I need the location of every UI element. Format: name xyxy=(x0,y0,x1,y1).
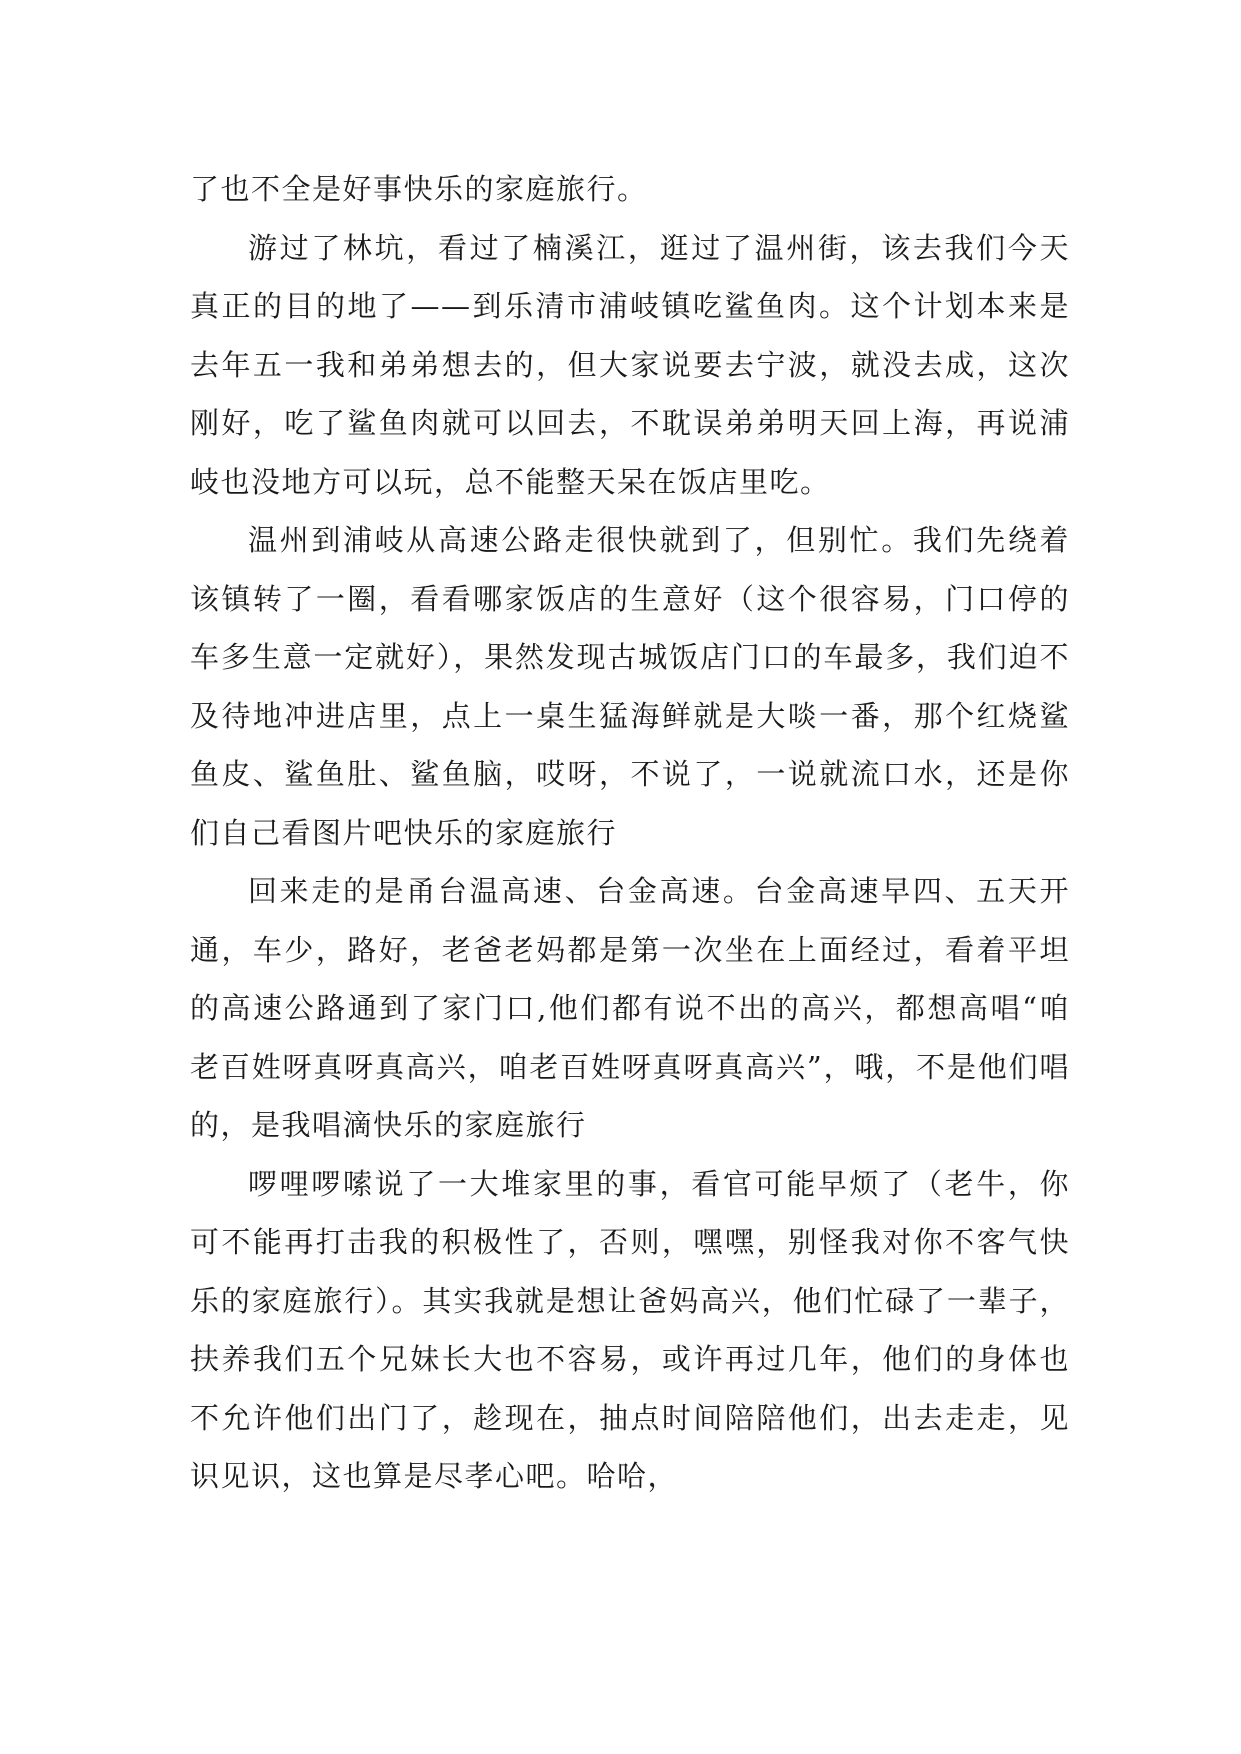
paragraph-highway-return: 回来走的是甬台温高速、台金高速。台金高速早四、五天开通，车少，路好，老爸老妈都是第一次坐在上面经过，看着平坦的高速公路通到了家门口,他们都有说不出的高兴，都想高唱“咱老百姓呀真呀真高兴，咱老百姓呀真呀真高兴”，哦，不是他们唱的，是我唱滴快乐的家庭旅行 xyxy=(190,874,1070,1142)
paragraph-reflection: 啰哩啰嗦说了一大堆家里的事，看官可能早烦了（老牛，你可不能再打击我的积极性了，否则，嘿嘿，别怪我对你不客气快乐的家庭旅行）。其实我就是想让爸妈高兴，他们忙碌了一辈子，扶养我们五个兄妹长大也不容易，或许再过几年，他们的身体也不允许他们出门了，趁现在，抽点时间陪陪他们，出去走走，见识见识，这也算是尽孝心吧。哈哈， xyxy=(190,1166,1070,1493)
document-body xyxy=(190,160,1070,1506)
paragraph-puqi-restaurant: 温州到浦岐从高速公路走很快就到了，但别忙。我们先绕着该镇转了一圈，看看哪家饭店的生意好（这个很容易，门口停的车多生意一定就好），果然发现古城饭店门口的车最多，我们迫不及待地冲进店里，点上一桌生猛海鲜就是大啖一番，那个红烧鲨鱼皮、鲨鱼肚、鲨鱼脑，哎呀，不说了，一说就流口水，还是你们自己看图片吧快乐的家庭旅行 xyxy=(190,523,1070,850)
paragraph-linkeng-trip: 游过了林坑，看过了楠溪江，逛过了温州街，该去我们今天真正的目的地了——到乐清市浦岐镇吃鲨鱼肉。这个计划本来是去年五一我和弟弟想去的，但大家说要去宁波，就没去成，这次刚好，吃了鲨鱼肉就可以回去，不耽误弟弟明天回上海，再说浦岐也没地方可以玩，总不能整天呆在饭店里吃。 xyxy=(190,230,1070,499)
paragraph-continuation: 了也不全是好事快乐的家庭旅行。 xyxy=(190,172,648,206)
